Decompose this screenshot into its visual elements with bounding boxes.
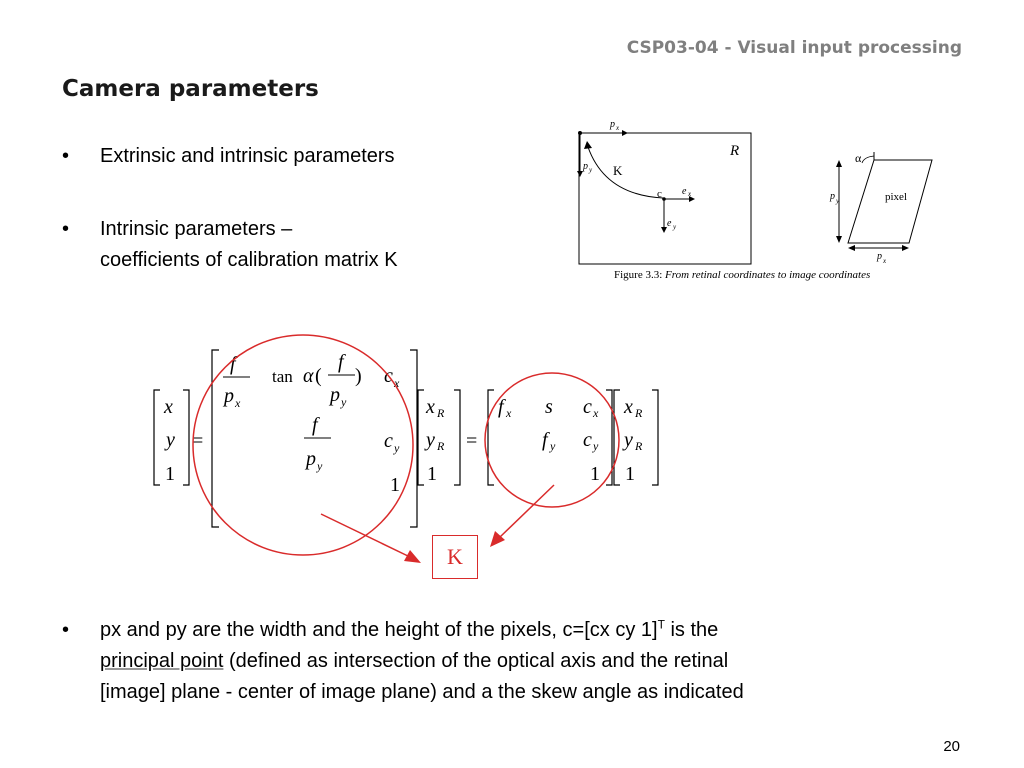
k-fx: f	[498, 396, 504, 418]
transpose-superscript: T	[657, 617, 665, 632]
caption-text: From retinal coordinates to image coordinates	[665, 269, 871, 281]
svg-text:): )	[355, 365, 362, 387]
vr2-y: y	[624, 429, 633, 451]
m-cx: c	[384, 365, 393, 387]
bullet-text-line2: principal point (defined as intersection of the optical axis and the retinal	[100, 650, 729, 672]
px-dim-label-sub: x	[883, 257, 887, 265]
py-label-sub: y	[589, 166, 593, 174]
m-p3-sub: y	[317, 459, 323, 473]
py-dim-label-sub: y	[836, 197, 840, 205]
svg-text:(: (	[315, 365, 322, 387]
k-fy: f	[542, 429, 548, 451]
px-label: p	[610, 119, 615, 130]
m-p1: p	[224, 385, 234, 407]
m-cy: c	[384, 430, 393, 452]
bullet-text-line1: px and py are the width and the height of the pixels, c=[cx cy 1]$^T$ is the	[100, 617, 719, 641]
k-label: K	[613, 163, 623, 178]
principal-point-term: principal point	[100, 650, 224, 672]
m-p3: p	[306, 448, 316, 470]
vr1-one: 1	[427, 463, 437, 485]
c-label: c	[657, 188, 662, 200]
r-label: R	[730, 143, 740, 159]
k-cx: c	[583, 396, 592, 418]
k-cy-sub: y	[593, 439, 599, 453]
m-cx-sub: x	[394, 376, 400, 390]
k-label-box: K	[432, 535, 478, 579]
bullet-text-line1: Intrinsic parameters –	[100, 218, 293, 240]
equals-1: =	[192, 430, 204, 452]
py-label: p	[583, 161, 588, 172]
m-p2-sub: y	[341, 395, 347, 409]
vr2-y-sub: R	[635, 439, 643, 453]
vec-x: x	[164, 396, 173, 418]
m-one: 1	[390, 474, 400, 496]
pixel-label: pixel	[885, 191, 907, 203]
k-one: 1	[590, 463, 600, 485]
bullet-marker: •	[62, 218, 70, 240]
ey-label: e	[667, 218, 672, 229]
k-cx-sub: x	[593, 406, 599, 420]
m-f2: f	[338, 351, 344, 373]
slide-header: CSP03-04 - Visual input processing	[626, 38, 962, 58]
equals-2: =	[466, 430, 478, 452]
k-fy-sub: y	[550, 439, 556, 453]
ey-label-sub: y	[673, 223, 677, 231]
calibration-equation	[140, 305, 700, 595]
m-f1: f	[230, 353, 236, 375]
m-f3: f	[312, 414, 318, 436]
caption-label: Figure 3.3:	[614, 269, 663, 281]
m-tan: tan	[272, 367, 293, 386]
bullet-marker: •	[62, 619, 70, 641]
vr1-y-sub: R	[437, 439, 445, 453]
m-cy-sub: y	[394, 441, 400, 455]
ex-label-sub: x	[688, 190, 692, 198]
px-dim-label: p	[877, 251, 882, 262]
bullet-marker: •	[62, 145, 70, 167]
bullet-text: Extrinsic and intrinsic parameters	[100, 145, 395, 167]
vr2-x: x	[624, 396, 633, 418]
red-arrow-right	[500, 485, 554, 537]
px-label-sub: x	[616, 124, 620, 132]
vr1-y: y	[426, 429, 435, 451]
vr1-x-sub: R	[437, 406, 445, 420]
k-cy: c	[583, 429, 592, 451]
vr1-x: x	[426, 396, 435, 418]
alpha-label: α	[855, 151, 862, 165]
m-alpha: α	[303, 365, 314, 387]
vec-y: y	[166, 429, 175, 451]
page-number: 20	[943, 738, 960, 755]
retinal-coordinates-figure	[560, 115, 960, 295]
m-p2: p	[330, 384, 340, 406]
k-curve	[588, 147, 663, 198]
k-s: s	[545, 396, 553, 418]
bullet-text-line2: coefficients of calibration matrix K	[100, 249, 398, 271]
ex-label: e	[682, 186, 687, 197]
figure-caption	[614, 269, 870, 281]
vr2-one: 1	[625, 463, 635, 485]
vr2-x-sub: R	[635, 406, 643, 420]
slide-title: Camera parameters	[62, 76, 319, 102]
bullet-text-line3: [image] plane - center of image plane) and a the skew angle as indicated	[100, 681, 744, 703]
py-dim-label: p	[830, 191, 835, 202]
k-fx-sub: x	[506, 406, 512, 420]
vec-one: 1	[165, 463, 175, 485]
m-p1-sub: x	[235, 396, 241, 410]
